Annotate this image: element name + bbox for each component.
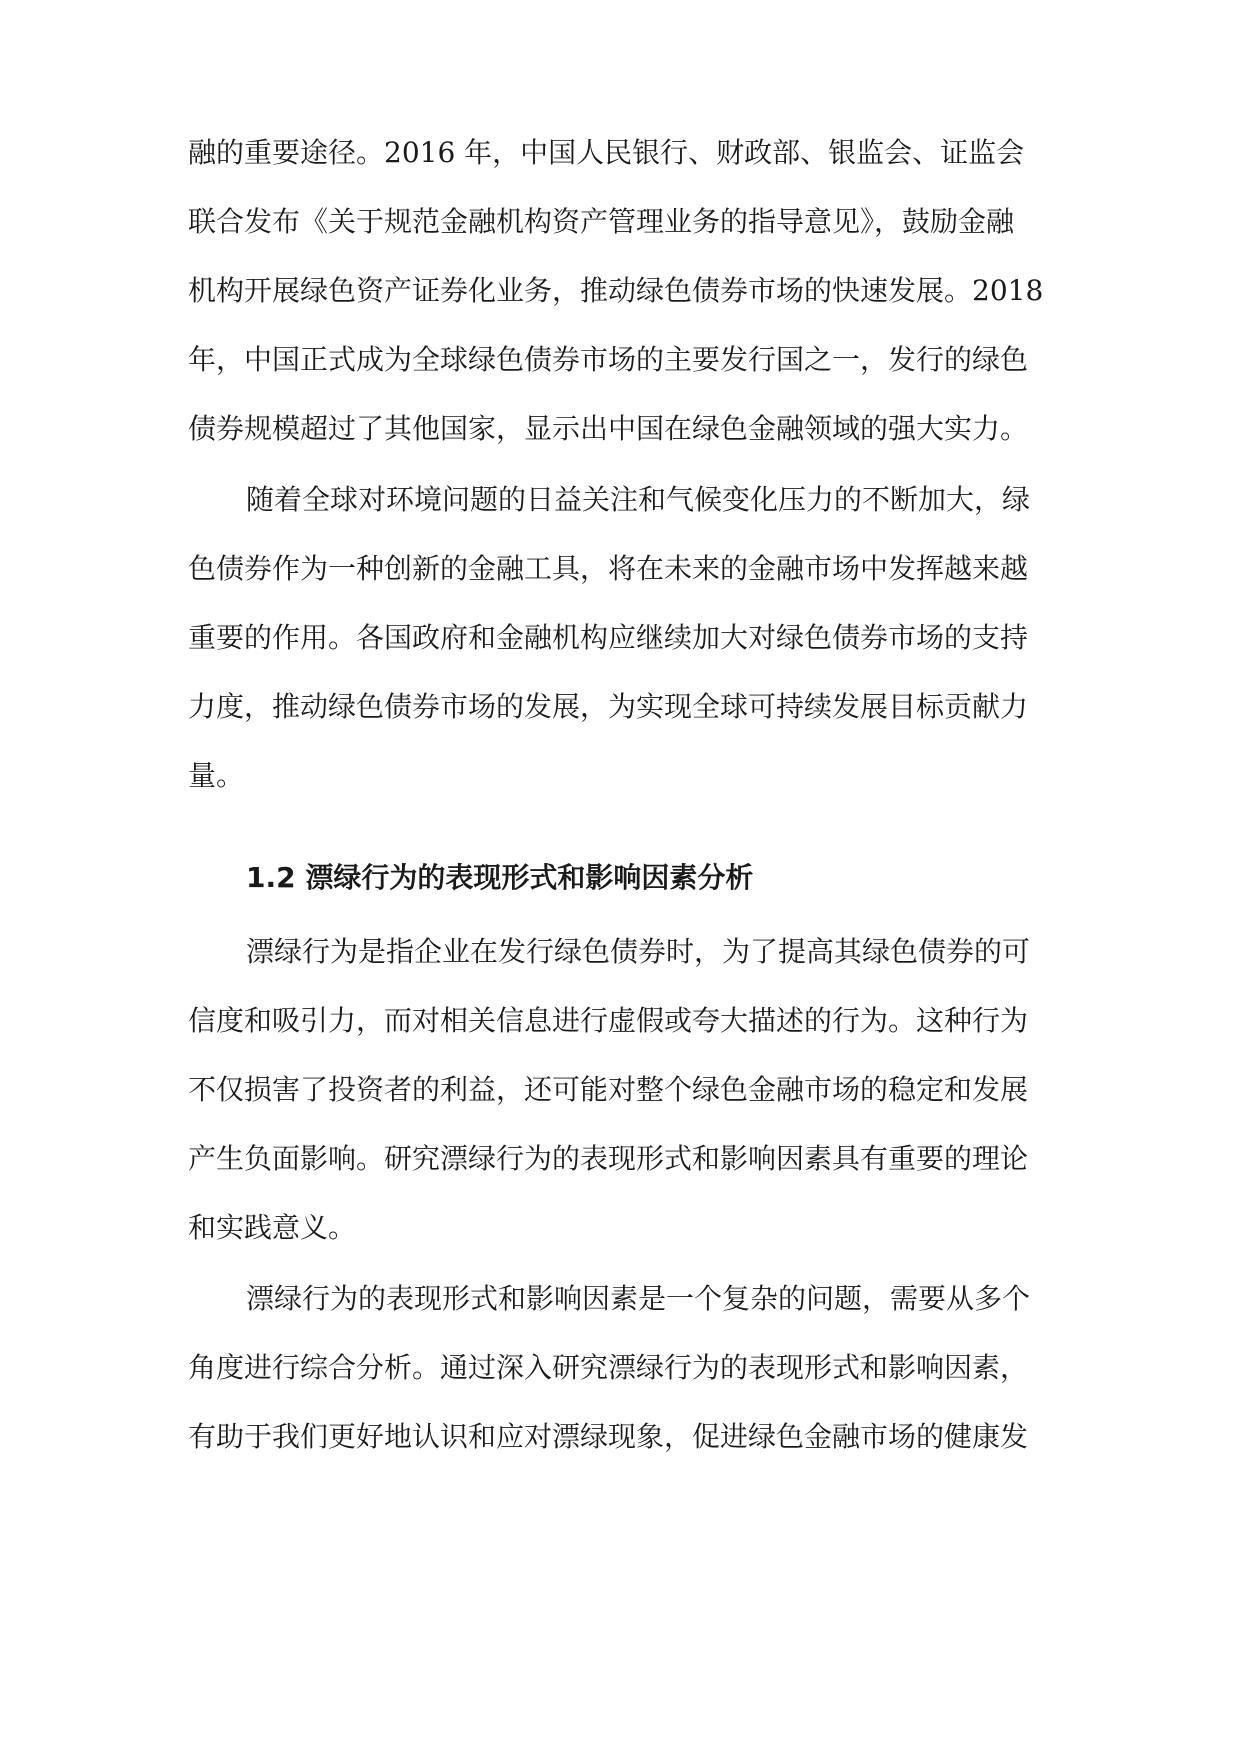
paragraph-2-line-3: 重要的作用。各国政府和金融机构应继续加大对绿色债券市场的支持 [188, 621, 1029, 654]
paragraph-3-line-5: 和实践意义。 [188, 1211, 357, 1244]
section-heading: 1.2 漂绿行为的表现形式和影响因素分析 [246, 861, 754, 894]
paragraph-1-line-1: 融的重要途径。2016 年，中国人民银行、财政部、银监会、证监会 [188, 136, 1025, 169]
body-text [188, 0, 1056, 1754]
paragraph-3-line-3: 不仅损害了投资者的利益，还可能对整个绿色金融市场的稳定和发展 [188, 1073, 1029, 1106]
paragraph-1-line-5: 债券规模超过了其他国家，显示出中国在绿色金融领域的强大实力。 [188, 412, 1029, 445]
paragraph-1-line-2: 联合发布《关于规范金融机构资产管理业务的指导意见》，鼓励金融 [188, 205, 1015, 238]
paragraph-4-line-2: 角度进行综合分析。通过深入研究漂绿行为的表现形式和影响因素， [188, 1351, 1029, 1384]
paragraph-2-line-1: 随着全球对环境问题的日益关注和气候变化压力的不断加大，绿 [246, 483, 1031, 516]
paragraph-2-line-4: 力度，推动绿色债券市场的发展，为实现全球可持续发展目标贡献力 [188, 690, 1029, 723]
paragraph-4-line-1: 漂绿行为的表现形式和影响因素是一个复杂的问题，需要从多个 [246, 1282, 1031, 1315]
paragraph-3-line-4: 产生负面影响。研究漂绿行为的表现形式和影响因素具有重要的理论 [188, 1142, 1029, 1175]
paragraph-1-line-3: 机构开展绿色资产证券化业务，推动绿色债券市场的快速发展。2018 [188, 274, 1044, 307]
paragraph-3-line-1: 漂绿行为是指企业在发行绿色债券时，为了提高其绿色债券的可 [246, 935, 1031, 968]
paragraph-4-line-3: 有助于我们更好地认识和应对漂绿现象，促进绿色金融市场的健康发 [188, 1420, 1029, 1453]
paragraph-2-line-5: 量。 [188, 759, 245, 792]
paragraph-2-line-2: 色债券作为一种创新的金融工具，将在未来的金融市场中发挥越来越 [188, 552, 1029, 585]
paragraph-1-line-4: 年，中国正式成为全球绿色债券市场的主要发行国之一，发行的绿色 [188, 343, 1029, 376]
paragraph-3-line-2: 信度和吸引力，而对相关信息进行虚假或夸大描述的行为。这种行为 [188, 1004, 1029, 1037]
